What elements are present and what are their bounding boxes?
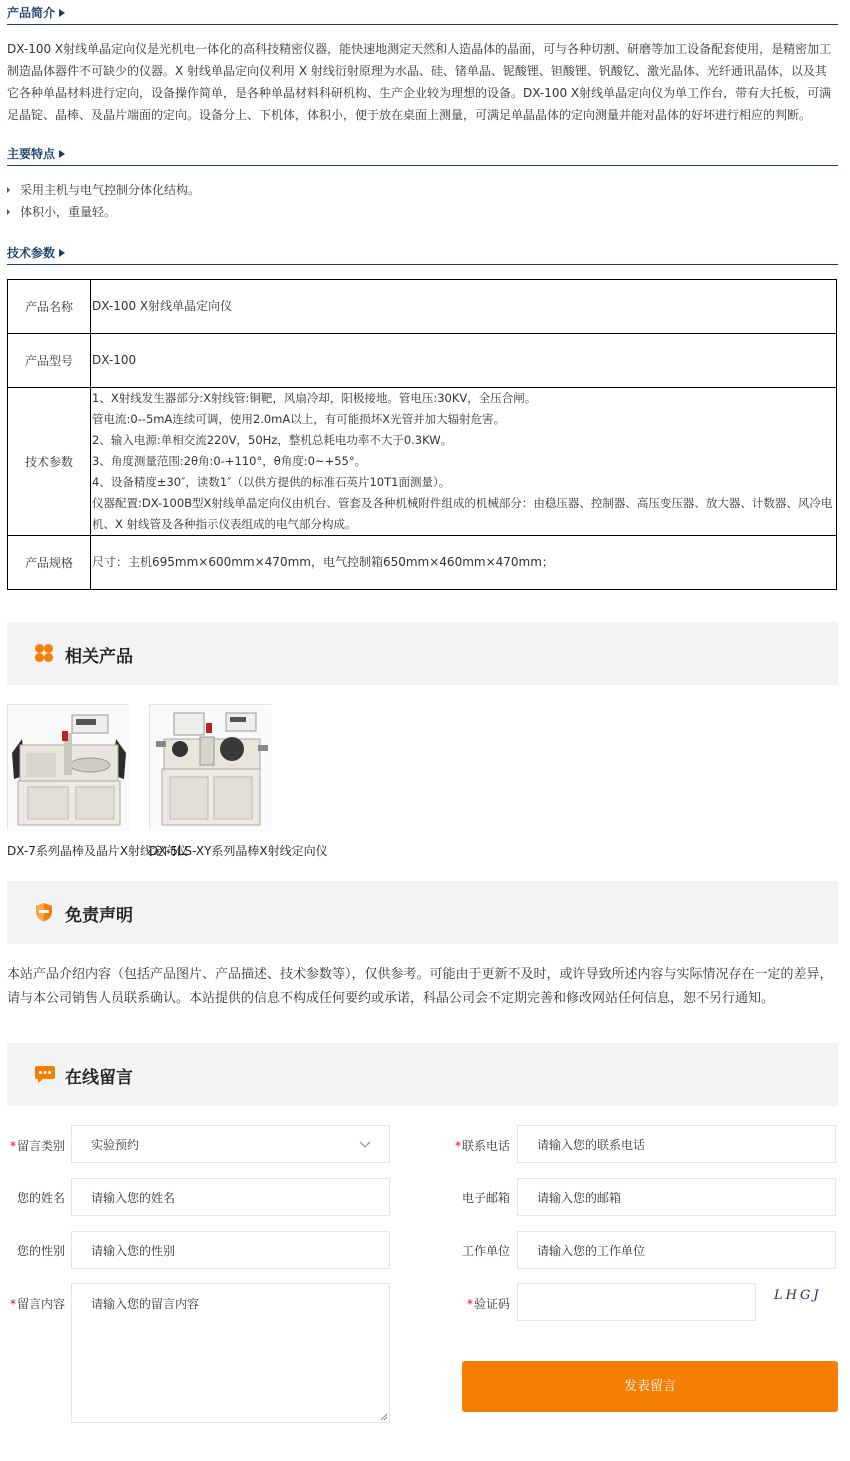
captcha-input[interactable] [517, 1283, 756, 1321]
spec-row [8, 280, 837, 334]
features-section-title: 主要特点 [7, 145, 65, 162]
chevron-down-icon [359, 1141, 371, 1149]
params-section-title: 技术参数 [7, 244, 65, 261]
gender-label: 您的性别 [16, 1244, 65, 1258]
features-list [7, 179, 838, 223]
gender-input[interactable]: 请输入您的性别 [71, 1231, 390, 1269]
product-name[interactable]: DX-7系列晶棒及晶片X射线定向仪 [7, 844, 189, 858]
product-image[interactable] [7, 704, 129, 830]
email-input[interactable]: 请输入您的邮箱 [517, 1178, 836, 1216]
email-label: 电子邮箱 [461, 1191, 510, 1205]
related-products-title: 相关产品 [65, 647, 133, 667]
shield-icon [34, 902, 54, 922]
feature-item: 体积小，重量轻。 [7, 201, 838, 223]
spec-value: 1、X射线发生器部分:X射线管:铜靶，风扇冷却，阳极接地。管电压:30KV，全压合闸。 管电流:0--5mA连续可调，使用2.0mA以上，有可能损坏X光管并加大辐射危害。 2、输入电源:单相交流220V，50Hz，整机总耗电功率不大于0.3KW。 3、角度测量范围:2θ角:0-+110°，θ角度:0~+55°。 4、设备精度±30″，读数1″（以供方提供的标准石英片10T1面测量）。 仪器配置:DX-100B型X射线单晶定向仪由机台、管套及各种机械附件组成的机械部分：由稳压器、控制器、高压变压器、放大器、计数器、风冷电机、X 射线管及各种指示仪表组成的电气部分构成。 [91, 388, 837, 536]
resize-handle-icon[interactable] [380, 1413, 388, 1421]
spec-key: 产品名称 [8, 280, 91, 334]
spec-value: DX-100 X射线单晶定向仪 [91, 280, 837, 334]
name-label: 您的姓名 [16, 1191, 65, 1205]
phone-input[interactable]: 请输入您的联系电话 [517, 1125, 836, 1163]
params-section-header [7, 241, 838, 265]
related-products-header [7, 622, 838, 685]
intro-section-title: 产品简介 [7, 4, 65, 21]
disclaimer-header [7, 881, 838, 944]
feature-item: 采用主机与电气控制分体化结构。 [7, 179, 838, 201]
captcha-label: *验证码 [466, 1297, 510, 1311]
spec-value: 尺寸：主机695mm×600mm×470mm，电气控制箱650mm×460mm×470mm； [91, 536, 837, 590]
spec-key: 技术参数 [8, 388, 91, 536]
captcha-image[interactable]: LHGJ [774, 1288, 822, 1303]
product-image[interactable] [149, 704, 271, 830]
spec-key: 产品型号 [8, 334, 91, 388]
bullet-icon [7, 187, 10, 193]
intro-section-header [7, 1, 838, 25]
category-label: *留言类别 [9, 1139, 65, 1153]
triangle-right-icon [59, 150, 65, 158]
company-label: 工作单位 [461, 1244, 510, 1258]
related-product-card[interactable] [7, 704, 189, 859]
submit-button[interactable]: 发表留言 [462, 1361, 838, 1412]
spec-row [8, 536, 837, 590]
spec-value: DX-100 [91, 334, 837, 388]
spec-key: 产品规格 [8, 536, 91, 590]
intro-text: DX-100 X射线单晶定向仪是光机电一体化的高科技精密仪器，能快速地测定天然和人造晶体的晶面，可与各种切割、研磨等加工设备配套使用，是精密加工制造晶体器件不可缺少的仪器。X 射线单晶定向仪利用 X 射线衍射原理为水晶、硅、锗单晶、铌酸锂、钽酸锂、钒酸钇、激光晶体、光纤通讯晶体，以及其它各种单晶材料进行定向，设备操作简单，是各种单晶材料科研机构、生产企业较为理想的设备。DX-100 X射线单晶定向仪为单工作台，带有大托板，可满足晶锭、晶棒、及晶片端面的定向。设备分上、下机体，体积小，便于放在桌面上测量，可满足单晶晶体的定向测量并能对晶体的好坏进行相应的判断。 [7, 42, 832, 122]
product-name[interactable]: DX-5LS-XY系列晶棒X射线定向仪 [149, 844, 328, 858]
triangle-right-icon [59, 249, 65, 257]
disclaimer-text: 本站产品介绍内容（包括产品图片、产品描述、技术参数等），仅供参考。可能由于更新不及时，或许导致所述内容与实际情况存在一定的差异，请与本公司销售人员联系确认。本站提供的信息不构成任何要约或承诺，科晶公司会不定期完善和修改网站任何信息，恕不另行通知。 [7, 967, 833, 1006]
message-form-title: 在线留言 [65, 1068, 133, 1088]
features-section-header [7, 142, 838, 166]
related-product-card[interactable] [149, 704, 328, 859]
chat-icon [34, 1064, 56, 1084]
spec-table [7, 279, 837, 590]
disclaimer-title: 免责声明 [65, 906, 133, 926]
name-input[interactable]: 请输入您的姓名 [71, 1178, 390, 1216]
category-select[interactable]: 实验预约 [71, 1125, 390, 1163]
spec-row [8, 334, 837, 388]
content-textarea[interactable]: 请输入您的留言内容 [71, 1283, 390, 1423]
triangle-right-icon [59, 9, 65, 17]
company-input[interactable]: 请输入您的工作单位 [517, 1231, 836, 1269]
message-form-header [7, 1043, 838, 1106]
clover-icon [34, 643, 54, 663]
phone-label: *联系电话 [454, 1139, 510, 1153]
spec-row [8, 388, 837, 536]
content-label: *留言内容 [9, 1297, 65, 1311]
bullet-icon [7, 209, 10, 215]
